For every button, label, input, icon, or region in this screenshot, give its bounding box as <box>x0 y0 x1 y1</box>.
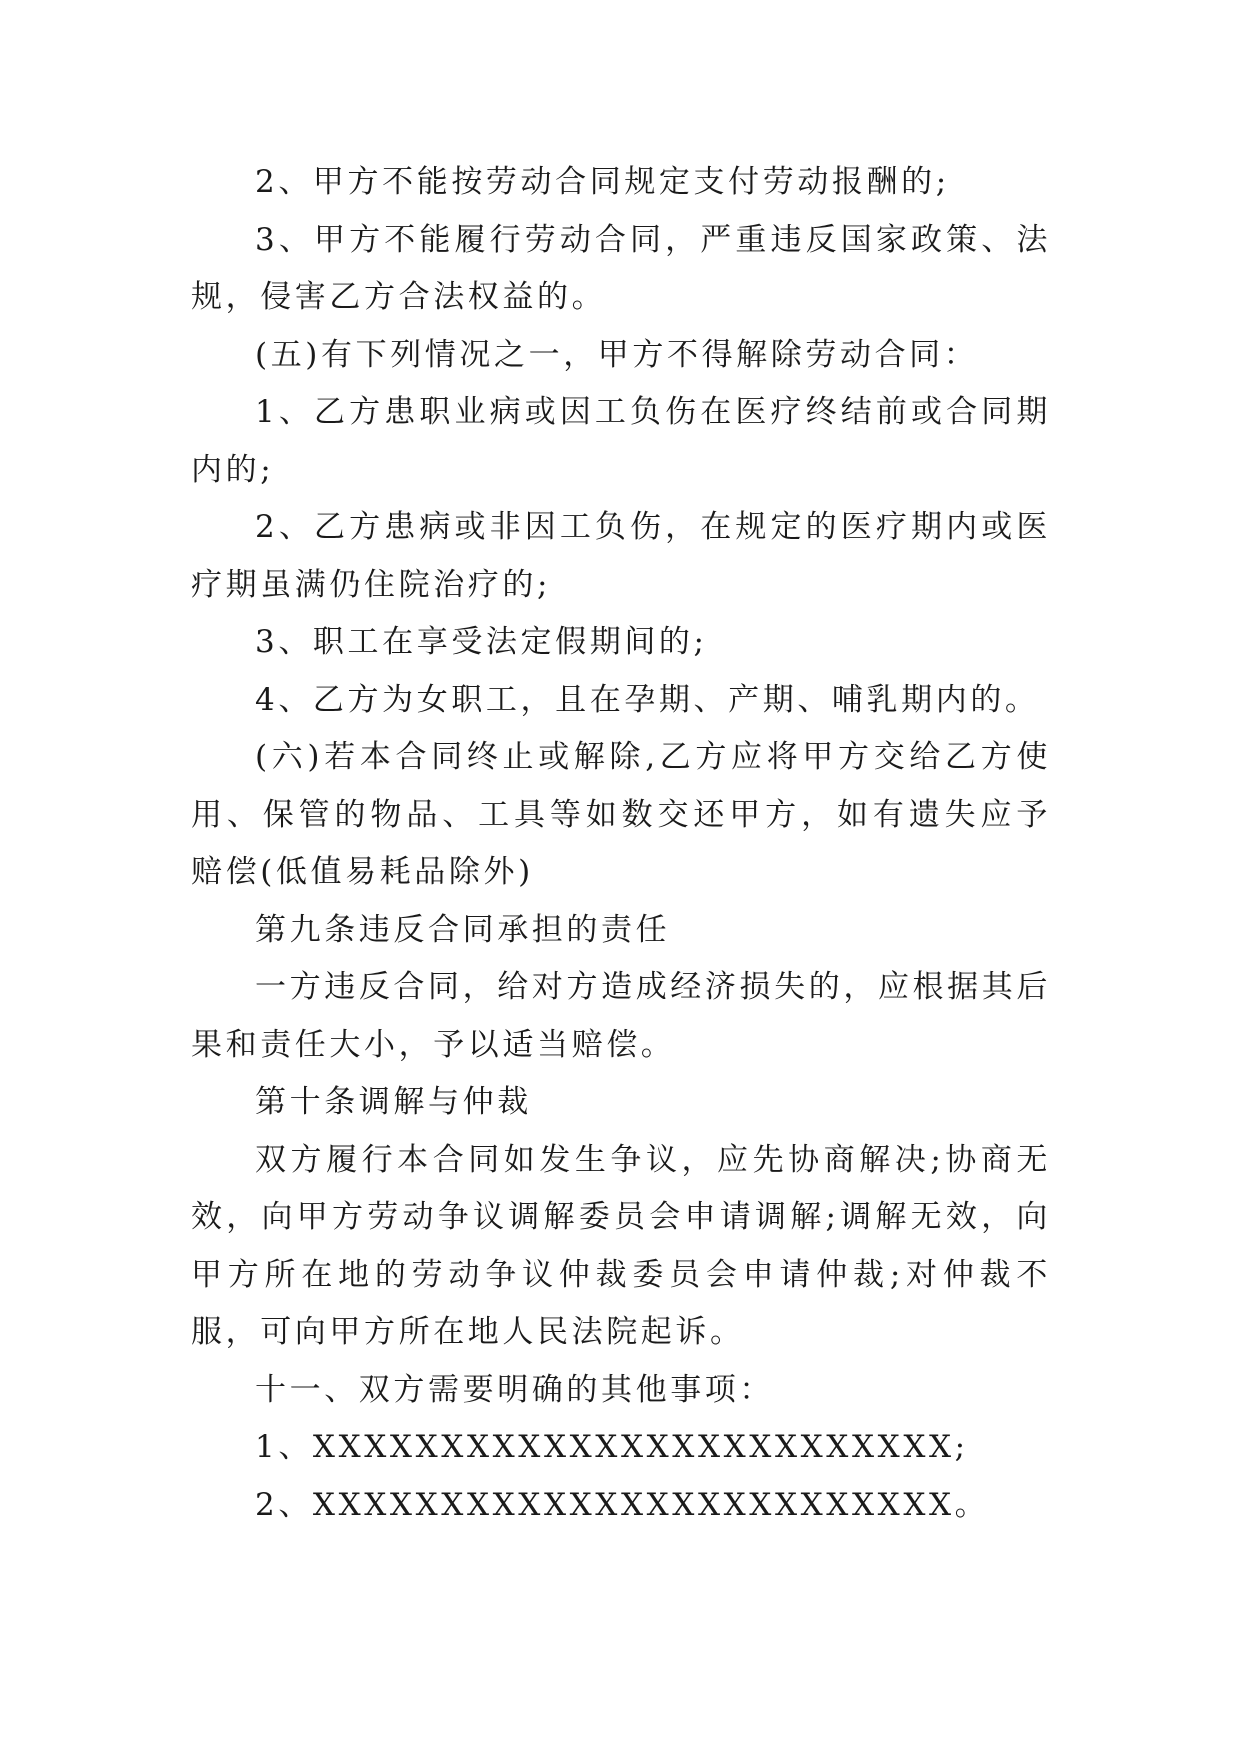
paragraph: (五)有下列情况之一，甲方不得解除劳动合同： <box>255 336 979 373</box>
paragraph: 3、职工在享受法定假期间的; <box>255 624 708 660</box>
paragraph: 3、甲方不能履行劳动合同，严重违反国家政策、法规，侵害乙方合法权益的。 <box>191 221 1051 315</box>
paragraph: 一方违反合同，给对方造成经济损失的，应根据其后果和责任大小，予以适当赔偿。 <box>191 969 1051 1063</box>
paragraph: 1、乙方患职业病或因工负伤在医疗终结前或合同期内的; <box>191 394 1051 488</box>
section-heading: 十一、双方需要明确的其他事项： <box>255 1371 774 1408</box>
paragraph: (六)若本合同终止或解除,乙方应将甲方交给乙方使用、保管的物品、工具等如数交还甲方，如有遗失应予赔偿(低值易耗品除外) <box>191 739 1051 890</box>
paragraph: 2、XXXXXXXXXXXXXXXXXXXXXXXXX。 <box>255 1486 990 1523</box>
paragraph: 1、XXXXXXXXXXXXXXXXXXXXXXXXX; <box>255 1429 969 1465</box>
paragraph: 2、甲方不能按劳动合同规定支付劳动报酬的; <box>255 164 950 200</box>
document-body <box>191 154 1051 1534</box>
section-heading: 第十条调解与仲裁 <box>255 1084 532 1120</box>
section-heading: 第九条违反合同承担的责任 <box>255 911 671 948</box>
paragraph: 4、乙方为女职工，且在孕期、产期、哺乳期内的。 <box>255 681 1040 718</box>
paragraph: 双方履行本合同如发生争议，应先协商解决;协商无效，向甲方劳动争议调解委员会申请调解;调解无效，向甲方所在地的劳动争议仲裁委员会申请仲裁;对仲裁不服，可向甲方所在地人民法院起诉。 <box>191 1141 1051 1350</box>
paragraph: 2、乙方患病或非因工负伤，在规定的医疗期内或医疗期虽满仍住院治疗的; <box>191 509 1051 603</box>
